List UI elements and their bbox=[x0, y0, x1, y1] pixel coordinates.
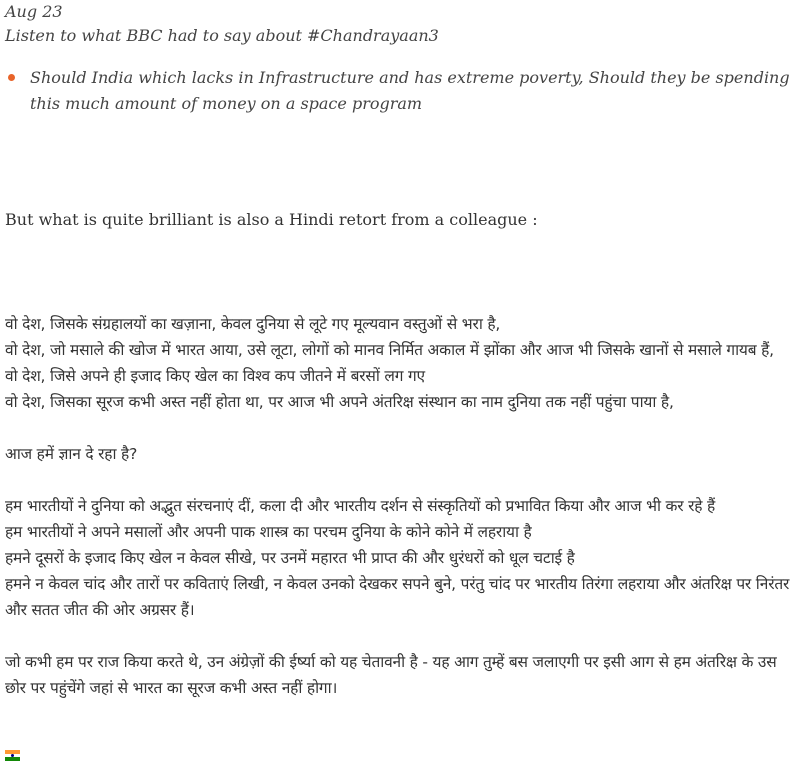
quote-text: Should India which lacks in Infrastructure and has extreme poverty, Should they be spending this much amount of money on a space program bbox=[30, 68, 790, 113]
retort-intro: But what is quite brilliant is also a Hindi retort from a colleague : bbox=[5, 210, 538, 229]
hindi-closing: जो कभी हम पर राज किया करते थे, उन अंग्रेज़ों की ईर्ष्या को यह चेतावनी है - यह आग तुम्हें बस जलाएगी पर इसी आग से हम अंतरिक्ष के उस छोर पर पहुंचेंगे जहां से भारत का सूरज कभी अस्त नहीं होगा। bbox=[5, 653, 777, 697]
hindi-line: हमने दूसरों के इजाद किए खेल न केवल सीखे, पर उनमें महारत भी प्राप्त की और धुरंधरों को धूल चटाई है bbox=[5, 549, 575, 567]
post-date: Aug 23 bbox=[5, 2, 63, 21]
hindi-line: हम भारतीयों ने दुनिया को अद्भुत संरचनाएं दीं, कला दी और भारतीय दर्शन से संस्कृतियों को प्रभावित किया और आज भी कर रहे हैं bbox=[5, 497, 716, 515]
hindi-paragraph-1 bbox=[5, 311, 800, 415]
hindi-line: वो देश, जिसका सूरज कभी अस्त नहीं होता था, पर आज भी अपने अंतरिक्ष संस्थान का नाम दुनिया तक नहीं पहुंचा पाया है, bbox=[5, 393, 674, 411]
hindi-line: हमने न केवल चांद और तारों पर कविताएं लिखी, न केवल उनको देखकर सपने बुने, परंतु चांद पर भारतीय तिरंगा लहराया और अंतरिक्ष पर निरंतर और सतत जीत की ओर अग्रसर हैं। bbox=[5, 575, 790, 619]
hindi-line: वो देश, जो मसाले की खोज में भारत आया, उसे लूटा, लोगों को मानव निर्मित अकाल में झोंका और आज भी जिसके खानों से मसाले गायब हैं, bbox=[5, 341, 774, 359]
list-item bbox=[5, 65, 800, 117]
quote-list bbox=[5, 65, 800, 117]
post-body bbox=[5, 0, 800, 701]
post-intro: Listen to what BBC had to say about #Chandrayaan3 bbox=[5, 26, 439, 45]
hindi-line: वो देश, जिसके संग्रहालयों का खज़ाना, केवल दुनिया से लूटे गए मूल्यवान वस्तुओं से भरा है, bbox=[5, 315, 501, 333]
bullet-icon bbox=[8, 74, 15, 81]
hindi-line: वो देश, जिसे अपने ही इजाद किए खेल का विश्व कप जीतने में बरसों लग गए bbox=[5, 367, 425, 385]
hindi-question: आज हमें ज्ञान दे रहा है? bbox=[5, 445, 138, 463]
hindi-line: हम भारतीयों ने अपने मसालों और अपनी पाक शास्त्र का परचम दुनिया के कोने कोने में लहराया है bbox=[5, 523, 532, 541]
hindi-paragraph-2 bbox=[5, 493, 800, 623]
india-flag-icon bbox=[5, 750, 20, 761]
